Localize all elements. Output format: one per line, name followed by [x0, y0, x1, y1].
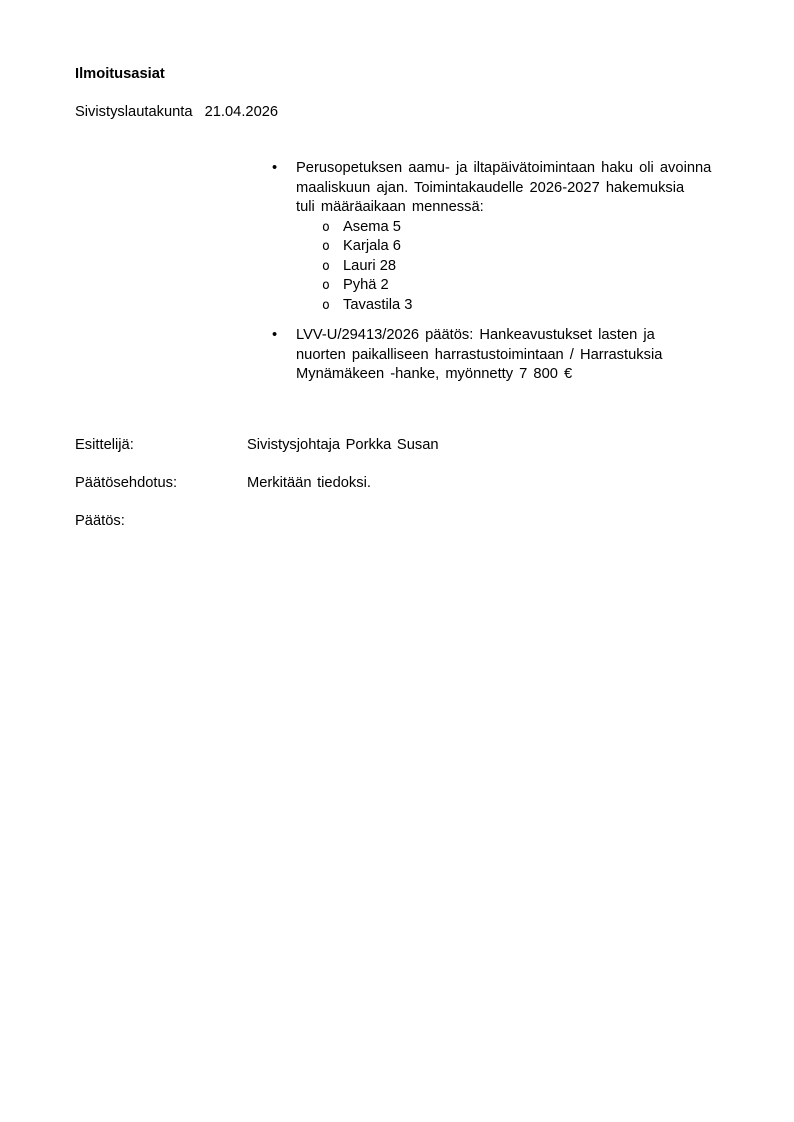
list-item [322, 296, 740, 316]
decision-proposal-row [75, 474, 371, 494]
notice-text-block [296, 326, 740, 385]
decision-label: Päätös: [75, 513, 125, 529]
committee-name: Sivistyslautakunta [75, 104, 193, 120]
list-item [322, 237, 740, 257]
decision-proposal-value: Merkitään tiedoksi. [247, 475, 371, 491]
list-item-text: Tavastila 3 [343, 296, 413, 313]
circle-bullet-icon: o [322, 219, 330, 235]
decision-row [75, 512, 247, 532]
presenter-label: Esittelijä: [75, 437, 134, 453]
circle-bullet-icon: o [322, 297, 330, 313]
list-item-text: Asema 5 [343, 218, 401, 235]
presenter-row [75, 436, 439, 456]
list-item [322, 257, 740, 277]
presenter-value: Sivistysjohtaja Porkka Susan [247, 437, 439, 453]
notice-item-grant-decision [272, 326, 742, 385]
meeting-date: 21.04.2026 [204, 104, 279, 120]
circle-bullet-icon: o [322, 239, 330, 254]
list-item-text: Lauri 28 [343, 257, 397, 274]
bullet-icon: • [272, 160, 278, 176]
list-item-text: Pyhä 2 [343, 277, 389, 293]
notice-line: tuli määräaikaan mennessä: [296, 199, 484, 215]
notice-item-applications [272, 159, 742, 315]
circle-bullet-icon: o [322, 278, 330, 293]
decision-proposal-label: Päätösehdotus: [75, 475, 178, 491]
section-heading: Ilmoitusasiat [75, 66, 165, 82]
list-item [322, 218, 740, 238]
application-count-list [296, 218, 740, 316]
circle-bullet-icon: o [322, 258, 330, 274]
notice-line: Mynämäkeen -hanke, myönnetty 7 800 € [296, 366, 573, 382]
notice-line: maaliskuun ajan. Toimintakaudelle 2026-2027 hakemuksia [296, 179, 685, 196]
list-item-text: Karjala 6 [343, 238, 401, 254]
notice-line: LVV-U/29413/2026 päätös: Hankeavustukset lasten ja [296, 327, 655, 343]
bullet-icon: • [272, 327, 278, 343]
notice-text-block [296, 159, 740, 315]
meeting-row [75, 103, 278, 123]
notice-line: Perusopetuksen aamu- ja iltapäivätoimintaan haku oli avoinna [296, 160, 712, 176]
notice-list [272, 159, 742, 385]
list-item [322, 276, 740, 296]
notice-line: nuorten paikalliseen harrastustoimintaan / Harrastuksia [296, 346, 663, 363]
